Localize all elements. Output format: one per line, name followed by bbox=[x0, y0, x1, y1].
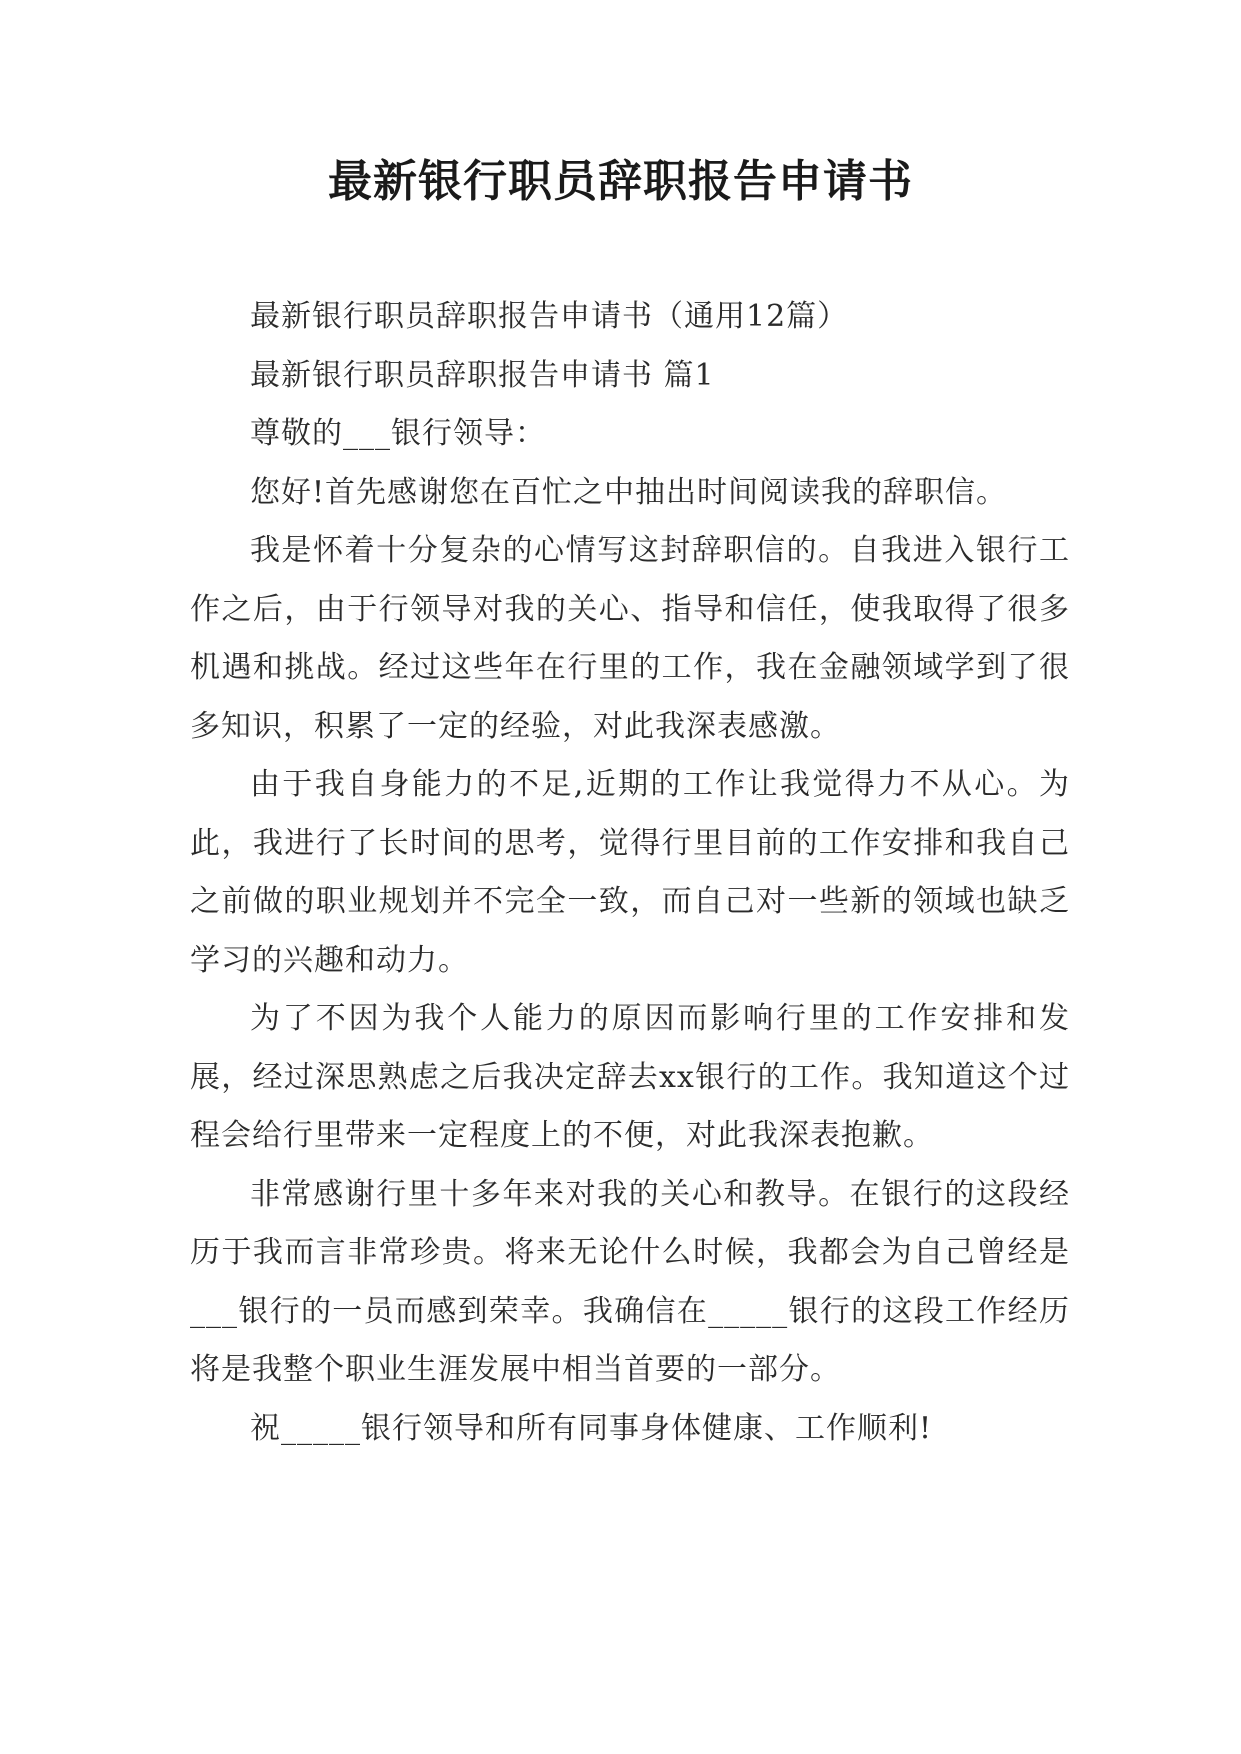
document-title: 最新银行职员辞职报告申请书 bbox=[328, 156, 913, 207]
salutation: 尊敬的___银行领导： bbox=[250, 416, 546, 451]
closing-wish: 祝_____银行领导和所有同事身体健康、工作顺利! bbox=[250, 1410, 933, 1446]
body-paragraph: 非常感谢行里十多年来对我的关心和教导。在银行的这段经历于我而言非常珍贵。将来无论什么时候，我都会为自己曾经是___银行的一员而感到荣幸。我确信在_____银行的这段工作经历将是我整个职业生涯发展中相当首要的一部分。 bbox=[190, 1176, 1070, 1387]
body-paragraph: 由于我自身能力的不足,近期的工作让我觉得力不从心。为此，我进行了长时间的思考，觉得行里目前的工作安排和我自己之前做的职业规划并不完全一致，而自己对一些新的领域也缺乏学习的兴趣和动力。 bbox=[190, 767, 1070, 978]
body-paragraph: 我是怀着十分复杂的心情写这封辞职信的。自我进入银行工作之后，由于行领导对我的关心、指导和信任，使我取得了很多机遇和挑战。经过这些年在行里的工作，我在金融领域学到了很多知识，积累了一定的经验，对此我深表感激。 bbox=[190, 533, 1070, 744]
greeting-paragraph: 您好!首先感谢您在百忙之中抽出时间阅读我的辞职信。 bbox=[250, 474, 1008, 510]
body-paragraph: 为了不因为我个人能力的原因而影响行里的工作安排和发展，经过深思熟虑之后我决定辞去xx银行的工作。我知道这个过程会给行里带来一定程度上的不便，对此我深表抱歉。 bbox=[190, 1001, 1070, 1153]
subtitle-paragraph: 最新银行职员辞职报告申请书（通用12篇） bbox=[250, 299, 849, 334]
section-heading: 最新银行职员辞职报告申请书 篇1 bbox=[250, 357, 715, 393]
document-body bbox=[190, 288, 1070, 1458]
